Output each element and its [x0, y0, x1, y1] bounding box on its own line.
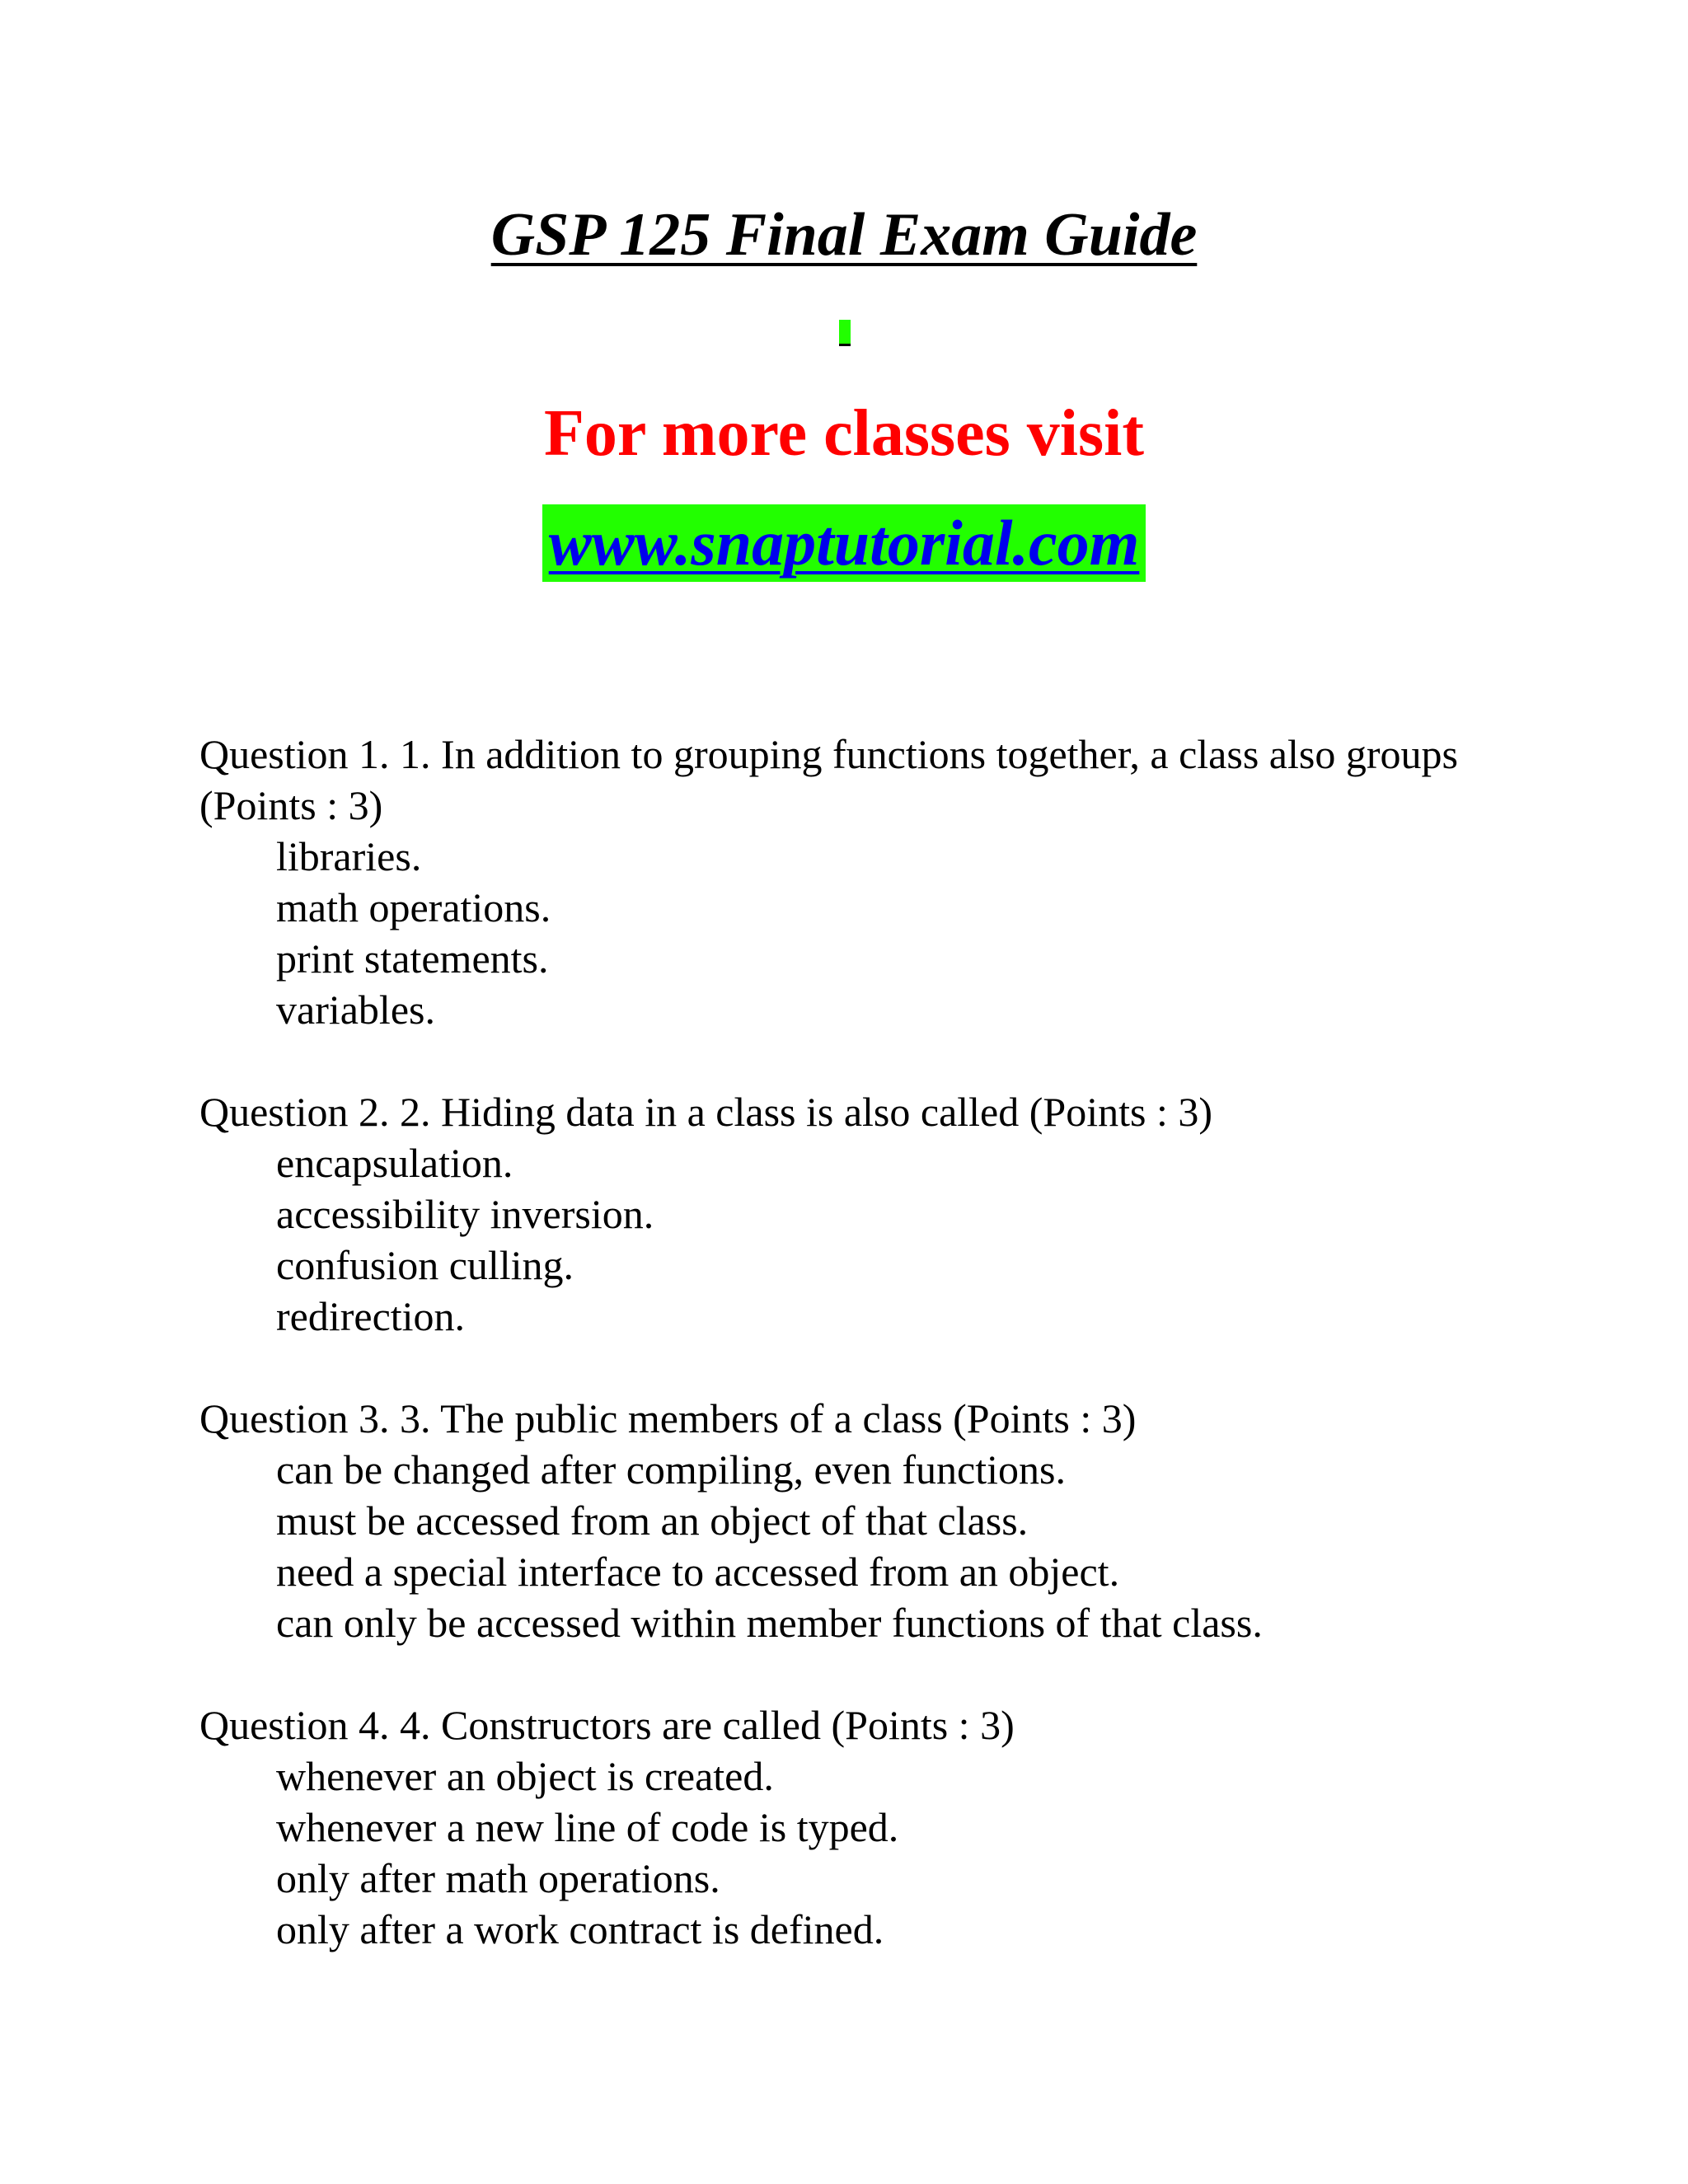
- answer-option: need a special interface to accessed from an object.: [276, 1549, 1120, 1595]
- question-item: [199, 1393, 1485, 1648]
- question-item: [199, 729, 1485, 1035]
- answer-option: encapsulation.: [276, 1140, 513, 1186]
- answer-option: whenever an object is created.: [276, 1753, 774, 1799]
- answer-option: can only be accessed within member functions of that class.: [276, 1600, 1263, 1646]
- question-text: Question 3. 3. The public members of a class (Points : 3): [199, 1395, 1137, 1441]
- highlight-mark: [839, 320, 851, 346]
- answer-option: confusion culling.: [276, 1242, 574, 1288]
- answer-option: only after a work contract is defined.: [276, 1906, 884, 1952]
- answer-option: libraries.: [276, 833, 422, 879]
- question-list: [199, 729, 1485, 2006]
- answer-option: must be accessed from an object of that class.: [276, 1497, 1029, 1544]
- answer-option: redirection.: [276, 1293, 466, 1339]
- answer-option: only after math operations.: [276, 1855, 720, 1901]
- answer-option: variables.: [276, 987, 435, 1033]
- promo-text: For more classes visit: [543, 397, 1144, 470]
- answer-option: math operations.: [276, 884, 551, 930]
- link-container: [0, 504, 1688, 582]
- question-text: Question 2. 2. Hiding data in a class is also called (Points : 3): [199, 1089, 1212, 1135]
- answer-option: whenever a new line of code is typed.: [276, 1804, 899, 1850]
- answer-option: can be changed after compiling, even functions.: [276, 1446, 1066, 1493]
- question-item: [199, 1699, 1485, 1955]
- website-link[interactable]: www.snaptutorial.com: [542, 504, 1146, 582]
- question-text: Question 4. 4. Constructors are called (Points : 3): [199, 1702, 1015, 1748]
- page-title: GSP 125 Final Exam Guide: [490, 201, 1198, 269]
- answer-option: print statements.: [276, 935, 549, 982]
- question-text: Question 1. 1. In addition to grouping functions together, a class also groups (Points : 3): [199, 731, 1458, 828]
- answer-option: accessibility inversion.: [276, 1191, 654, 1237]
- question-item: [199, 1086, 1485, 1342]
